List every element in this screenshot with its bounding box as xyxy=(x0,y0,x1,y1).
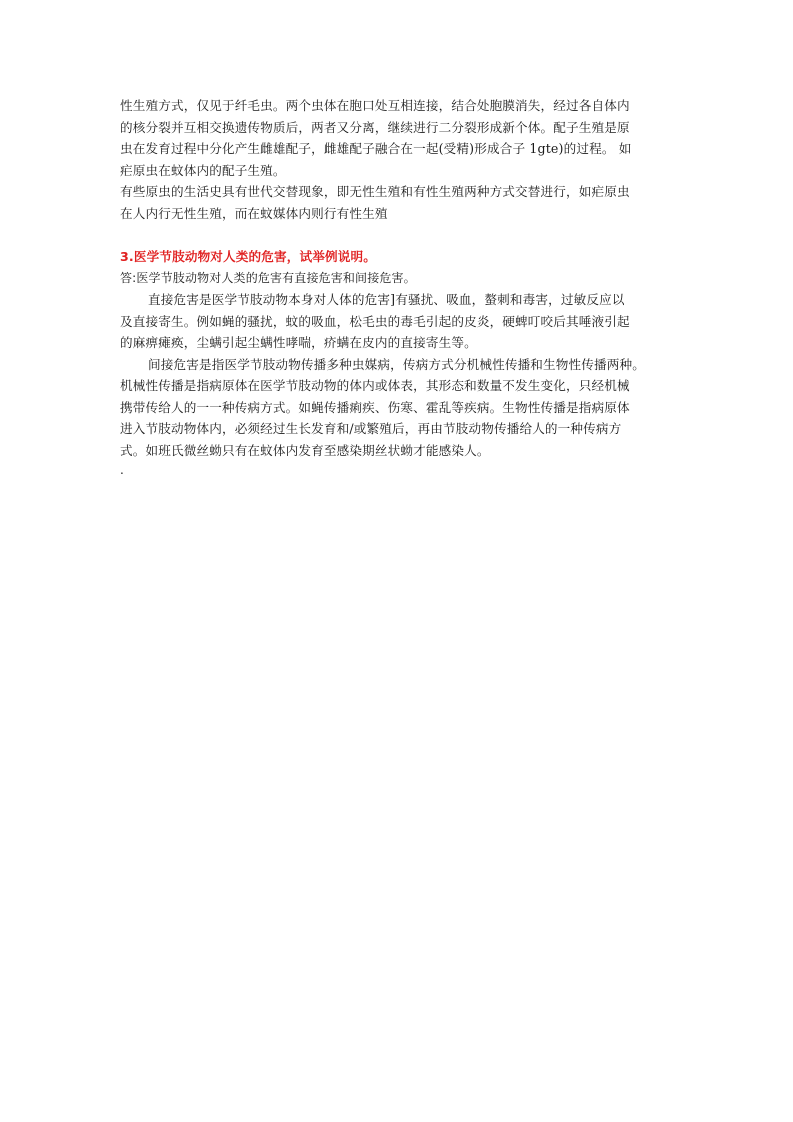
question-heading: 3.医学节肢动物对人类的危害，试举例说明。 xyxy=(120,249,376,264)
paragraph-conjugation xyxy=(120,95,688,181)
paragraph-indirect-harm xyxy=(120,354,688,462)
text-line: 虫在发育过程中分化产生雌雄配子，雌雄配子融合在一起(受精)形成合子 1gte)的过程。 如 xyxy=(120,141,632,156)
text-line: 性生殖方式，仅见于纤毛虫。两个虫体在胞口处互相连接，结合处胞膜消失，经过各自体内 xyxy=(120,98,630,113)
text-line: 及直接寄生。例如蝇的骚扰，蚊的吸血，松毛虫的毒毛引起的皮炎，硬蜱叮咬后其唾液引起 xyxy=(120,313,630,329)
document-page xyxy=(120,95,688,479)
text-line: 机械性传播是指病原体在医学节肢动物的体内或体表，其形态和数量不发生变化，只经机械 xyxy=(120,378,630,393)
end-mark: . xyxy=(120,463,124,477)
spacer xyxy=(120,224,688,246)
text-line: 携带传给人的一一种传病方式。如蝇传播痢疾、伤寒、霍乱等疾病。生物性传播是指病原体 xyxy=(120,399,630,415)
text-line: 的核分裂并互相交换遗传物质后，两者又分离，继续进行二分裂形成新个体。配子生殖是原 xyxy=(120,119,630,135)
answer-intro: 答:医学节肢动物对人类的危害有直接危害和间接危害。 xyxy=(120,270,416,285)
text-line: 直接危害是医学节肢动物本身对人体的危害]有骚扰、吸血，螯刺和毒害，过敏反应以 xyxy=(148,292,625,307)
text-line: 疟原虫在蚊体内的配子生殖。 xyxy=(120,162,286,178)
text-line: 间接危害是指医学节肢动物传播多种虫媒病，传病方式分机械性传播和生物性传播两种。 xyxy=(148,356,646,372)
text-line: 式。如班氏微丝蚴只有在蚊体内发育至感染期丝状蚴才能感染人。 xyxy=(120,442,490,458)
paragraph-direct-harm xyxy=(120,289,688,354)
paragraph-alternation xyxy=(120,181,688,224)
text-line: 在人内行无性生殖，而在蚊媒体内则行有性生殖 xyxy=(120,205,388,221)
text-line: 进入节肢动物体内，必须经过生长发育和/或繁殖后，再由节肢动物传播给人的一种传病方 xyxy=(120,421,622,436)
text-line: 有些原虫的生活史具有世代交替现象，即无性生殖和有性生殖两种方式交替进行，如疟原虫 xyxy=(120,184,630,199)
text-line: 的麻痹瘫痪，尘螨引起尘螨性哮喘，疥螨在皮内的直接寄生等。 xyxy=(120,335,477,350)
